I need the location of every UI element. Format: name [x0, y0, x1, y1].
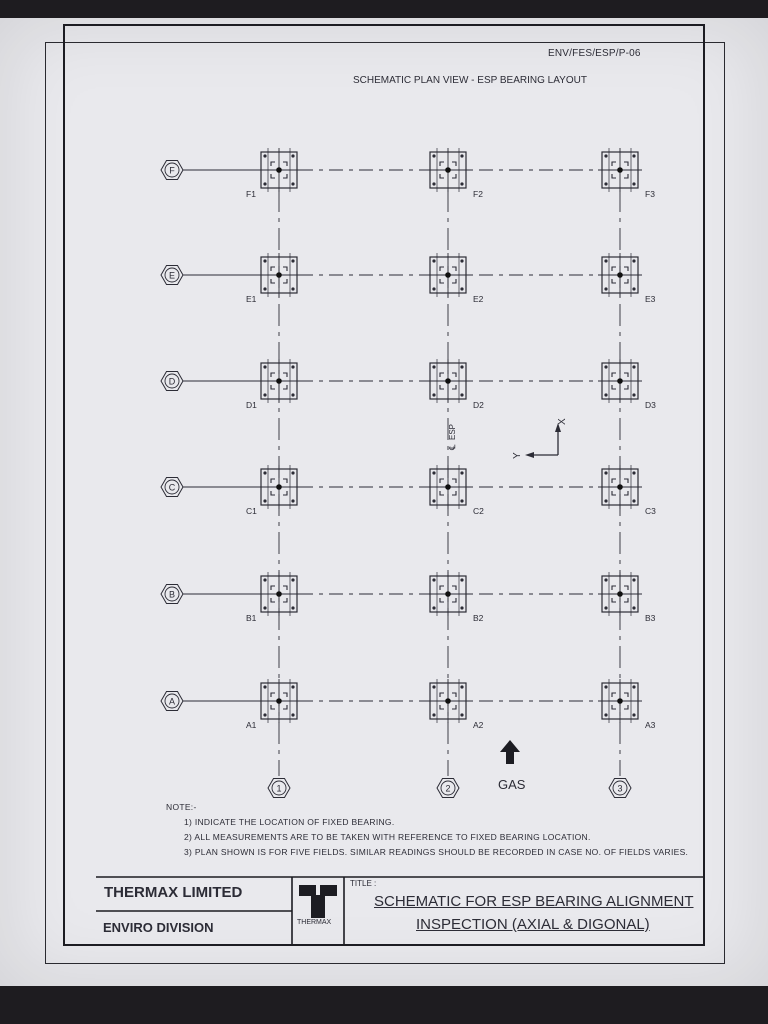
svg-text:D: D	[168, 376, 176, 387]
svg-text:C: C	[168, 482, 176, 493]
row-bubble-e	[161, 266, 183, 285]
row-bubble-f	[161, 161, 183, 180]
bearing-label-e3: E3	[645, 294, 656, 304]
bearing-c2	[426, 465, 470, 509]
svg-text:3: 3	[617, 783, 623, 794]
document-reference: ENV/FES/ESP/P-06	[548, 48, 641, 59]
bearing-label-b2: B2	[473, 613, 484, 623]
gas-label: GAS	[498, 777, 526, 792]
svg-text:1: 1	[276, 783, 282, 794]
bearing-f1	[257, 148, 301, 192]
esp-centerline-label	[447, 424, 457, 451]
thermax-logo-icon	[299, 885, 337, 918]
bearing-e1	[257, 253, 301, 297]
bearing-b2	[426, 572, 470, 616]
bearing-d2	[426, 359, 470, 403]
bearing-label-a1: A1	[246, 720, 257, 730]
row-bubble-d	[161, 372, 183, 391]
bearing-label-f2: F2	[473, 189, 483, 199]
bearing-label-c3: C3	[645, 506, 656, 516]
column-bubbles	[268, 779, 631, 798]
bearing-b1	[257, 572, 301, 616]
title-line-1: SCHEMATIC FOR ESP BEARING ALIGNMENT	[374, 893, 694, 910]
bearing-d3	[598, 359, 642, 403]
note-item: 1) INDICATE THE LOCATION OF FIXED BEARING.	[184, 817, 395, 827]
gas-arrow-icon	[500, 740, 520, 764]
logo-text: THERMAX	[297, 919, 332, 926]
division-name: ENVIRO DIVISION	[103, 920, 214, 935]
title-line-2: INSPECTION (AXIAL & DIGONAL)	[416, 916, 650, 933]
notes-heading: NOTE:-	[166, 802, 197, 812]
svg-text:F: F	[169, 165, 175, 176]
row-bubble-c	[161, 478, 183, 497]
bearing-a2	[426, 679, 470, 723]
column-bubble-2	[437, 779, 459, 798]
company-name: THERMAX LIMITED	[104, 884, 243, 901]
bearing-label-b1: B1	[246, 613, 257, 623]
bearing-label-b3: B3	[645, 613, 656, 623]
row-bubbles	[161, 161, 183, 711]
bearing-d1	[257, 359, 301, 403]
bearing-c1	[257, 465, 301, 509]
bearing-label-a2: A2	[473, 720, 484, 730]
bearing-label-d2: D2	[473, 400, 484, 410]
row-bubble-b	[161, 585, 183, 604]
bearing-label-e1: E1	[246, 294, 257, 304]
bearing-e3	[598, 253, 642, 297]
axis-indicator	[525, 423, 561, 458]
svg-text:℄: ℄	[447, 444, 457, 450]
bearing-a3	[598, 679, 642, 723]
bearing-label-e2: E2	[473, 294, 484, 304]
note-item: 3) PLAN SHOWN IS FOR FIVE FIELDS. SIMILAR READINGS SHOULD BE RECORDED IN CASE NO. OF FIELDS VARIES.	[184, 847, 689, 857]
svg-text:ESP: ESP	[448, 423, 457, 440]
bearing-f2	[426, 148, 470, 192]
svg-text:2: 2	[445, 783, 451, 794]
bearing-f3	[598, 148, 642, 192]
bearing-b3	[598, 572, 642, 616]
bearing-label-a3: A3	[645, 720, 656, 730]
bearing-label-f1: F1	[246, 189, 256, 199]
axis-x-label: X	[557, 418, 568, 425]
bearing-label-d1: D1	[246, 400, 257, 410]
column-bubble-3	[609, 779, 631, 798]
grid-lines	[183, 170, 640, 776]
bearing-a1	[257, 679, 301, 723]
column-bubble-1	[268, 779, 290, 798]
drawing-title: SCHEMATIC PLAN VIEW - ESP BEARING LAYOUT	[353, 75, 587, 86]
notes-block	[166, 800, 688, 860]
axis-y-label: Y	[512, 452, 523, 459]
bearing-label-f3: F3	[645, 189, 655, 199]
bearing-label-c1: C1	[246, 506, 257, 516]
bearing-c3	[598, 465, 642, 509]
note-item: 2) ALL MEASUREMENTS ARE TO BE TAKEN WITH REFERENCE TO FIXED BEARING LOCATION.	[184, 832, 591, 842]
svg-text:E: E	[168, 270, 176, 281]
bearing-label-c2: C2	[473, 506, 484, 516]
title-label: TITLE :	[350, 879, 377, 888]
svg-text:B: B	[168, 589, 176, 600]
bearing-e2	[426, 253, 470, 297]
svg-text:A: A	[168, 696, 176, 707]
bearing-label-d3: D3	[645, 400, 656, 410]
row-bubble-a	[161, 692, 183, 711]
